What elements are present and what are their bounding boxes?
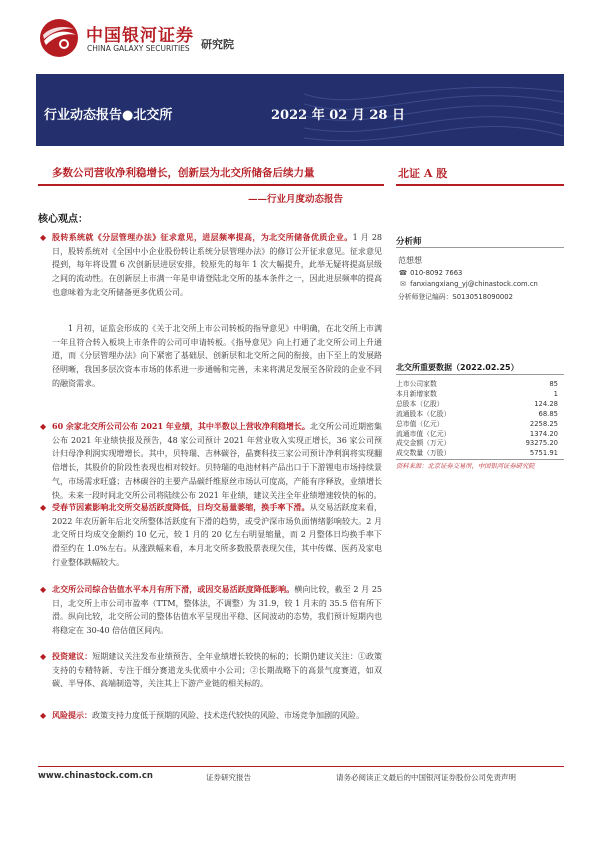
key-data-label: 成交数量（万股） (396, 449, 451, 458)
paragraph-5 (52, 583, 382, 638)
galaxy-logo-icon (38, 17, 80, 59)
paragraph-2-text: 1 月初，证监会形成的《关于北交所上市公司转板的指导意见》中明确，在北交所上市满一年且符合转入板块上市条件的公司可申请转板。《指导意见》向上打通了北交所公司上升通道，而《分层管理办法》向下紧密了基础层、创新层和北交所之间的衔接，由下至上的发展路径明晰，我国多层次资本市场的体系进一步通畅和完善，未来将满足发展至各阶段的企业不同的融资需求。 (52, 324, 382, 388)
company-name-en: CHINA GALAXY SECURITIES (87, 44, 190, 53)
key-data-label: 流通股本（亿股） (396, 409, 451, 418)
key-data-value: 1 (553, 389, 558, 398)
key-data-row (396, 439, 558, 449)
analyst-phone-row (398, 269, 462, 277)
key-data-label: 总股本（亿股） (396, 399, 444, 408)
paragraph-1-lead: 股转系统就《分层管理办法》征求意见，进层频率提高，为北交所储备优质企业。 (52, 232, 353, 242)
paragraph-4-text: 从交易活跃度来看，2022 年农历新年后北交所整体活跃度有下滑的趋势，或受沪深市场负面情绪影响较大。2 月北交所日均成交金额约 10 亿元，较 1 月的 20 亿左右明显缩量，而 2 月整体日均换手率下滑至约在 1.0%左右。从涨跌幅来看，本月北交所多数股票表现欠佳，其中传媒、医药及家电行业整体跌幅较大。 (52, 503, 383, 567)
footer-report-label: 证券研究报告 (206, 773, 251, 782)
department-name: 研究院 (201, 38, 234, 51)
key-data-source: 资料来源：北京证券交易所，中国银河证券研究院 (396, 463, 535, 470)
key-data-row (396, 390, 558, 400)
key-data-value: 85 (549, 380, 558, 388)
key-data-value: 124.28 (534, 399, 558, 408)
key-data-label: 流通市值（亿元） (396, 429, 451, 438)
report-subline: ——行业月度动态报告 (248, 194, 344, 205)
paragraph-4 (52, 501, 382, 570)
sector-rule (396, 184, 564, 186)
analyst-email[interactable]: fanxiangxiang_yj@chinastock.com.cn (410, 280, 538, 288)
key-data-row (396, 380, 558, 390)
key-data-label: 成交金额（万元） (396, 439, 451, 448)
paragraph-7-lead: 风险提示： (52, 710, 92, 720)
key-data-value: 68.85 (538, 409, 558, 418)
analyst-rule (396, 247, 564, 248)
key-data-table (396, 380, 558, 459)
bullet-icon: ◆ (40, 503, 47, 512)
paragraph-6 (52, 650, 382, 691)
key-data-label: 上市公司家数 (396, 380, 437, 388)
paragraph-5-text: 横向比较，截至 2 月 25 日，北交所上市公司市盈率（TTM，整体法，不调整）为 31.9，较 1 月末的 35.5 倍有所下滑。纵向比较，北交所公司的整体估值水平呈现出平稳、区间波动的态势，我们预计短期内也将稳定在 30-40 倍估值区间内。 (52, 585, 382, 636)
key-data-row (396, 400, 558, 410)
key-data-rule (396, 374, 564, 375)
paragraph-3-text: 北交所公司近期密集公布 2021 年业绩快报及预告，48 家公司预计 2021 年营业收入实现正增长，36 家公司预计归母净利润实现增增长。其中，贝特瑞、吉林碳谷，晶赛科技三家公司预计净利润将实现翻倍增长，其股价的阶段性表现也相对较好。贝特瑞的电池材料产品出口于下游锂电市场持续景气，市场需求旺盛；吉林碳谷的主要产品碳纤维原丝市场认可度高，产能有序释放，业绩增长快。未来一段时间北交所公司将陆续公布 2021 年业绩，建议关注全年业绩增速较快的标的。 (52, 422, 382, 500)
email-icon: ✉ (400, 280, 406, 288)
analyst-phone: 010-8092 7663 (410, 269, 463, 277)
analyst-reg-no: S0130518090002 (452, 293, 513, 301)
paragraph-3 (52, 420, 382, 502)
sector-label: 北证 A 股 (398, 167, 448, 180)
core-views-title: 核心观点： (38, 214, 88, 225)
report-headline: 多数公司营收净利稳增长，创新层为北交所储备后续力量 (52, 167, 315, 179)
bullet-icon: ◆ (40, 585, 47, 594)
key-data-bottom-rule (396, 459, 564, 460)
analyst-section-title: 分析师 (396, 237, 422, 247)
analyst-email-row (398, 280, 538, 288)
paragraph-7-text: 政策支持力度低于预期的风险、技术迭代较快的风险、市场竞争加剧的风险。 (92, 711, 364, 720)
key-data-value: 1374.20 (529, 429, 558, 438)
footer-website-link[interactable]: www.chinastock.com.cn (38, 771, 153, 781)
bullet-icon: ◆ (40, 233, 47, 242)
company-name-cn: 中国银河证券 (86, 26, 194, 46)
paragraph-1 (52, 231, 382, 300)
key-data-label: 本月新增家数 (396, 389, 437, 398)
key-data-value: 2258.25 (529, 419, 558, 428)
key-data-label: 总市值（亿元） (396, 419, 444, 428)
bullet-icon: ◆ (40, 652, 47, 661)
report-type: 行业动态报告●北交所 (44, 108, 173, 123)
key-data-value: 93275.20 (525, 439, 558, 448)
paragraph-2 (52, 322, 382, 391)
bullet-icon: ◆ (40, 422, 47, 431)
paragraph-1-text: 1 月 28 日，股转系统对《全国中小企业股份转让系统分层管理办法》的修订公开征求意见。征求意见提到，每年将设置 6 次创新层进层安排，较原先的每年 1 次大幅提升，此举无疑将提高层级之间的流动性。在创新层上市满一年是申请登陆北交所的基本条件之一，因此进层频率的提高也意味着为北交所储备更多优质公司。 (52, 233, 382, 297)
bullet-icon: ◆ (40, 711, 47, 720)
key-data-title: 北交所重要数据（2022.02.25） (396, 363, 519, 372)
paragraph-5-lead: 北交所公司综合估值水平本月有所下滑，或因交易活跃度降低影响。 (52, 584, 295, 594)
key-data-row (396, 410, 558, 420)
phone-icon: ☎ (398, 269, 408, 277)
key-data-row (396, 449, 558, 459)
key-data-row (396, 420, 558, 430)
analyst-name: 范想想 (398, 256, 422, 265)
paragraph-4-lead: 受春节因素影响北交所交易活跃度降低，日均交易量萎缩，换手率下滑。 (52, 502, 310, 512)
paragraph-6-text: 短期建议关注发布业绩预告、全年业绩增长较快的标的；长期仍建议关注：①政策支持的专精特新、专注于细分赛道龙头优质中小公司；②长期战略下的高景气度赛道，如双碳、半导体、高端制造等，关注其上下游产业链的相关标的。 (52, 652, 382, 689)
paragraph-3-lead: 60 余家北交所公司公布 2021 年业绩，其中半数以上营收净利稳增长。 (52, 421, 310, 431)
company-logo (38, 17, 278, 67)
analyst-reg-label: 分析师登记编码： (398, 293, 453, 301)
analyst-reg-row (398, 291, 513, 301)
key-data-value: 5751.91 (529, 449, 558, 458)
key-data-row (396, 430, 558, 440)
headline-rule (38, 184, 384, 186)
footer-disclaimer: 请务必阅读正文最后的中国银河证券股份公司免责声明 (336, 773, 516, 782)
paragraph-7 (52, 709, 382, 723)
report-date: 2022 年 02 月 28 日 (271, 108, 405, 123)
footer-rule (38, 766, 564, 767)
paragraph-6-lead: 投资建议： (52, 651, 93, 661)
